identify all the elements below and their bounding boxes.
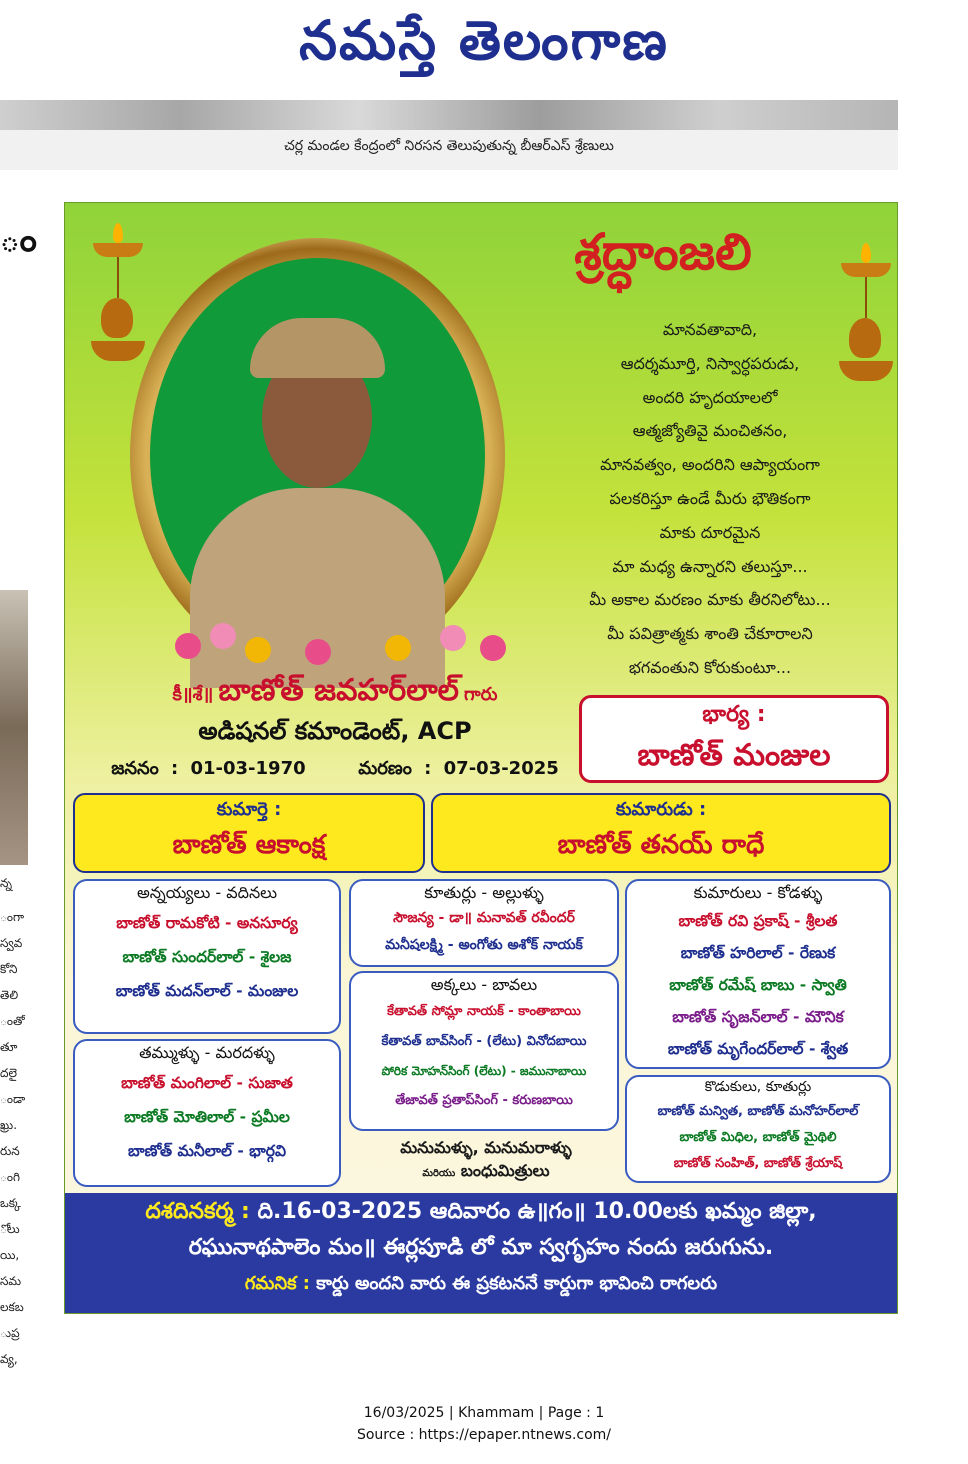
poem-line: పలకరిస్తూ ఉండే మీరు భౌతికంగా [609, 488, 811, 508]
daughters-inlaws-box [349, 879, 619, 967]
left-text-line: స్వవ [0, 936, 23, 950]
relative-row: సౌజన్య - డా॥ మనావత్ రవీందర్ [393, 910, 575, 926]
relative-row: బాణోత్ మోతిలాల్ - ప్రమీల [124, 1108, 290, 1126]
life-dates [95, 758, 575, 783]
relative-row: బాణోత్ సృజన్‌లాల్ - మౌనిక [672, 1008, 844, 1026]
poem-line: మీ పవిత్రాత్మకు శాంతి చేకూరాలని [607, 624, 813, 644]
poem-line: ఆదర్శమూర్తి, నిస్వార్ధపరుడు, [620, 353, 800, 373]
ceremony-details: ది.16-03-2025 ఆదివారం ఉ॥గం॥ 10.00లకు ఖమ్మం జిల్లా, [257, 1199, 817, 1224]
poem-line: మా మధ్య ఉన్నారని తలుస్తూ... [612, 556, 808, 576]
left-text-line: ుప్ర [0, 1326, 20, 1340]
footer-edition-info: 16/03/2025 | Khammam | Page : 1 [363, 1405, 605, 1421]
poem-line: అందరి హృదయాలలో [642, 387, 778, 407]
news-photo-strip [0, 100, 898, 130]
tribute-advertisement [64, 202, 898, 1314]
left-text-line: ండా [0, 1092, 26, 1106]
deceased-name-text: బాణోత్ జవహర్‌లాల్ [218, 673, 459, 708]
left-text-line: ఒక్క [0, 1196, 21, 1210]
left-text-line: ంగా [0, 910, 25, 924]
left-text-line: తెలి [0, 988, 19, 1002]
relative-row: బాణోత్ రమేష్ బాబు - స్వాతి [669, 976, 847, 994]
elder-brothers-box [73, 879, 341, 1034]
left-text-line: ంతో [0, 1014, 25, 1028]
portrait-frame [130, 238, 505, 673]
footer-source: Source : https://epaper.ntnews.com/ [356, 1427, 612, 1443]
relatives-line [351, 1161, 621, 1184]
sons-inlaws-box [625, 879, 891, 1069]
and-word: మరియు [422, 1168, 456, 1179]
grandchildren-note [351, 1138, 621, 1184]
left-text-line: వ్య, [0, 1352, 18, 1366]
wife-label: భార్య : [702, 702, 766, 727]
daughter-name: బాణోత్ ఆకాంక్ష [172, 830, 326, 860]
left-text-line: తూ [0, 1040, 18, 1054]
officer-portrait [150, 258, 485, 653]
daughters-inlaws-title: కూతుర్లు - అల్లుళ్ళు [424, 883, 544, 902]
sisters-title: అక్కలు - బావలు [430, 975, 538, 994]
left-text-line: లకబ [0, 1300, 24, 1314]
left-news-photo [0, 590, 28, 865]
son-box [431, 793, 891, 873]
relative-row: కేతావత్ బావ్‌సింగ్ - (లేటు) వినోదబాయి [381, 1034, 587, 1049]
left-text-line: యి, [0, 1248, 20, 1262]
left-text-line: ఖ్రు. [0, 1118, 18, 1132]
poem-line: మానవత్వం, అందరిని ఆప్యాయంగా [600, 455, 820, 475]
poem-line: మానవతావాది, [662, 320, 758, 339]
death-date: మరణం : 07-03-2025 [358, 758, 559, 779]
deceased-designation: అడిషనల్ కమాండెంట్, ACP [198, 717, 472, 745]
grandchildren-title: కొడుకులు, కూతుర్లు [704, 1079, 812, 1095]
son-name: బాణోత్ తనయ్ రాధే [557, 830, 765, 860]
relative-row: బాణోత్ రామకోటి - అనసూర్య [116, 914, 298, 932]
son-label: కుమారుడు : [615, 799, 707, 820]
masthead [0, 0, 968, 100]
daughter-box [73, 793, 425, 873]
oil-lamp-left-icon [87, 223, 147, 373]
elder-brothers-title: అన్నయ్యలు - వదినలు [136, 883, 278, 902]
relative-row: తేజావత్ ప్రతాప్‌సింగ్ - కరుణబాయి [395, 1093, 573, 1108]
deceased-prefix: కీ॥శే॥ [172, 684, 214, 705]
relative-row: మనీషలక్ష్మి - అంగోతు అశోక్ నాయక్ [385, 937, 583, 953]
birth-date: జననం : 01-03-1970 [111, 758, 306, 779]
poem-line: ఆత్మజ్యోతివై మంచితనం, [632, 421, 788, 441]
relative-row: బాణోత్ మిధిల, బాణోత్ మైథిలి [679, 1130, 837, 1145]
relative-row: బాణోత్ మనీలాల్ - భార్గవి [127, 1142, 286, 1160]
newspaper-title: నమస్తే తెలంగాణ [299, 8, 669, 72]
relative-row: బాణోత్ మన్విత, బాణోత్ మనోహర్‌లాల్ [657, 1104, 859, 1119]
left-text-line: ోలు [0, 1222, 20, 1236]
left-text-line: దలై [0, 1066, 17, 1080]
sons-inlaws-title: కుమారులు - కోడళ్ళు [693, 883, 823, 902]
wife-name: బాణోత్ మంజుల [637, 738, 831, 773]
grandchildren-box [625, 1075, 891, 1183]
left-text-line: కోని [0, 962, 18, 976]
poem-line: మాకు దూరమైన [659, 522, 761, 542]
relative-row: బాణోత్ సంహిత్, బాణోత్ శ్రేయాష్ [673, 1156, 843, 1171]
page-footer [0, 1402, 968, 1446]
relative-row: కేతావత్ సోమ్లా నాయక్ - కాంతాబాయి [387, 1004, 581, 1019]
ceremony-line-2: రఘునాథపాలెం మం॥ ఈర్లపూడి లో మా స్వగృహం నందు జరుగును. [188, 1235, 774, 1260]
left-text-line: ంగి [0, 1170, 21, 1184]
younger-brothers-box [73, 1039, 341, 1187]
ceremony-note [65, 1273, 897, 1298]
relatives-word: బంధుమిత్రులు [460, 1161, 550, 1180]
younger-brothers-title: తమ్ముళ్ళు - మరదళ్ళు [139, 1043, 275, 1062]
daughter-label: కుమార్తె : [216, 799, 282, 820]
left-caption-fragment: న్న [0, 876, 12, 890]
tribute-poem [545, 313, 875, 685]
left-headline-fragment: ం [0, 220, 37, 260]
tribute-heading: శ్రద్ధాంజలి [574, 223, 752, 281]
photo-caption: చర్ల మండల కేంద్రంలో నిరసన తెలుపుతున్న బీఆర్ఎస్ శ్రేణులు [0, 130, 898, 170]
note-text: కార్డు అందని వారు ఈ ప్రకటననే కార్డుగా భావించి రాగలరు [316, 1273, 718, 1294]
relative-row: బాణోత్ రవి ప్రకాష్ - శ్రీలత [678, 912, 838, 930]
poem-line: మీ అకాల మరణం మాకు తీరనిలోటు... [589, 590, 831, 610]
ceremony-line-1 [65, 1199, 897, 1229]
deceased-suffix: గారు [464, 684, 498, 705]
left-text-line: సమ [0, 1274, 22, 1288]
grandchildren-line: మనుమళ్ళు, మనుమరాళ్ళు [400, 1138, 572, 1157]
relative-row: బాణోత్ మదన్‌లాల్ - మంజుల [115, 982, 299, 1000]
left-column-fragment [0, 180, 60, 1366]
relative-row: బాణోత్ మంగిలాల్ - సుజాత [121, 1074, 293, 1092]
deceased-name [85, 673, 585, 715]
relative-row: బాణోత్ హరిలాల్ - రేణుక [680, 944, 836, 962]
poem-line: భగవంతుని కోరుకుంటూ... [628, 657, 792, 677]
left-text-line: రున [0, 1144, 20, 1158]
relative-row: బాణోత్ మృగేందర్‌లాల్ - శ్వేత [667, 1040, 849, 1058]
note-label: గమనిక : [244, 1273, 310, 1294]
relative-row: పోరిక మోహన్‌సింగ్ (లేటు) - జమునాబాయి [381, 1064, 587, 1078]
sisters-box [349, 971, 619, 1131]
ceremony-label: దశదినకర్మ : [145, 1199, 250, 1224]
ceremony-band [65, 1193, 897, 1313]
relative-row: బాణోత్ సుందర్‌లాల్ - శైలజ [122, 948, 292, 966]
left-text-lines [0, 870, 60, 1372]
wife-box [579, 695, 889, 783]
